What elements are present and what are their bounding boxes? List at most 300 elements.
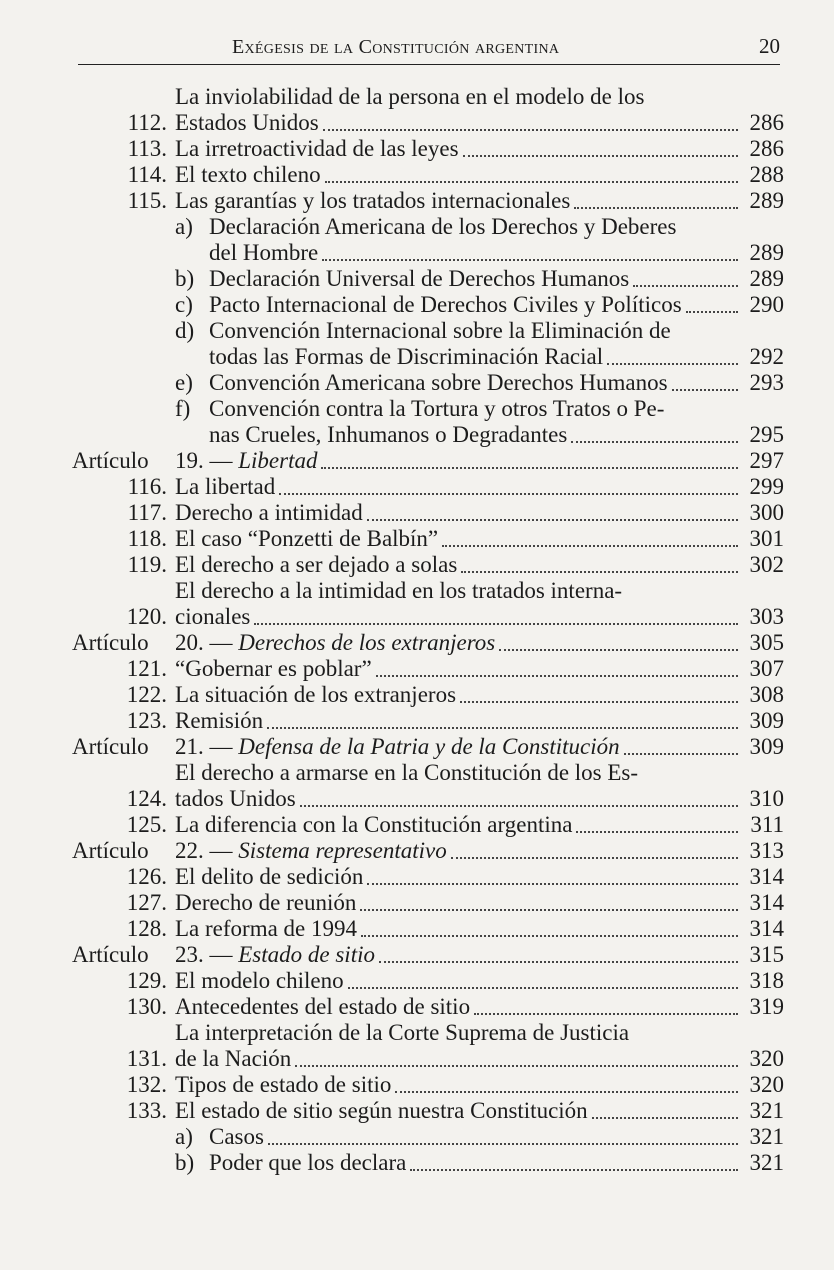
entry-page: 305 [749,630,784,655]
entry-line [175,370,784,396]
entry-text: La reforma de 1994 [175,916,358,941]
entry-body [175,500,784,526]
entry-line [175,500,784,526]
entry-title [209,240,318,266]
entry-title [175,110,319,136]
dot-leader [348,986,738,989]
entry-title [175,1046,291,1072]
entry-title [175,552,457,578]
entry-title [175,136,459,162]
entry-text: todas las Formas de Discriminación Racial [209,344,604,369]
toc-entry [72,864,784,890]
entry-letter: b) [175,266,195,291]
entry-letter: a) [175,214,193,239]
entry-page: 286 [749,110,784,135]
dot-leader [463,154,738,157]
toc-entry [72,500,784,526]
entry-letter: e) [175,370,193,395]
entry-line [175,812,784,838]
entry-text: El delito de sedición [175,864,364,889]
entry-body [175,1072,784,1098]
entry-body [175,760,784,812]
entry-text: La diferencia con la Constitución argentina [175,812,573,837]
entry-title [175,656,372,682]
entry-page: 320 [749,1072,784,1097]
entry-text-line [175,396,784,422]
article-number: 23. — [175,942,239,967]
entry-title [175,1124,264,1150]
toc-entry [72,370,784,396]
toc-entry [72,396,784,448]
entry-line [175,110,784,136]
dot-leader [367,882,738,885]
toc-entry [72,474,784,500]
entry-page: 299 [749,474,784,499]
article-label: Artículo [72,838,149,863]
entry-line [175,552,784,578]
entry-text: “Gobernar es poblar” [175,656,372,681]
article-heading [175,838,447,864]
article-title: Libertad [238,448,318,473]
entry-text: cionales [175,604,251,629]
entry-title [175,604,250,630]
entry-number: 133. [126,1098,167,1123]
entry-number: 113. [127,136,167,161]
entry-letter: c) [175,292,193,317]
entry-title [175,188,570,214]
entry-body [175,916,784,942]
entry-line [175,1150,784,1176]
entry-body [175,448,784,474]
entry-text: La inviolabilidad de la persona en el modelo de los [175,84,645,109]
entry-text-line [175,214,784,240]
entry-page: 288 [749,162,784,187]
toc-entry [72,734,784,760]
toc-entry [72,682,784,708]
toc-entry [72,968,784,994]
entry-number: 123. [126,708,167,733]
entry-page: 310 [749,786,784,811]
entry-number: 117. [127,500,167,525]
entry-number: 115. [127,188,167,213]
entry-body [175,578,784,630]
header-title: Exégesis de la Constitución argentina [232,36,560,58]
entry-text: de la Nación [175,1046,292,1071]
entry-number: 120. [126,604,167,629]
dot-leader [499,648,738,651]
entry-line [175,188,784,214]
entry-page: 313 [749,838,784,863]
entry-page: 311 [750,812,784,837]
dot-leader [325,180,738,183]
entry-page: 293 [749,370,784,395]
entry-text: La situación de los extranjeros [175,682,457,707]
entry-body [175,162,784,188]
entry-line [175,734,784,760]
entry-text: Las garantías y los tratados internacionales [175,188,571,213]
entry-line [175,1046,784,1072]
toc-entry [72,292,784,318]
entry-body [175,1020,784,1072]
entry-text: El modelo chileno [175,968,344,993]
entry-body [175,266,784,292]
entry-letter: a) [175,1124,193,1149]
article-label: Artículo [72,942,149,967]
toc-entry [72,188,784,214]
toc-entry [72,526,784,552]
entry-number: 125. [126,812,167,837]
entry-title [209,422,567,448]
entry-page: 301 [749,526,784,551]
entry-line [175,786,784,812]
entry-number: 126. [126,864,167,889]
entry-body [175,84,784,136]
entry-number: 119. [127,552,167,577]
entry-text: Poder que los declara [209,1150,407,1175]
entry-text: El derecho a ser dejado a solas [175,552,458,577]
entry-body [175,474,784,500]
entry-text: El caso “Ponzetti de Balbín” [175,526,439,551]
dot-leader [367,518,738,521]
entry-text: Remisión [175,708,264,733]
entry-page: 318 [749,968,784,993]
entry-page: 289 [749,188,784,213]
entry-body [175,1124,784,1150]
entry-text: Convención contra la Tortura y otros Tratos o Pe- [209,396,665,421]
entry-number: 127. [126,890,167,915]
entry-body [175,526,784,552]
entry-title [175,162,321,188]
entry-line [175,890,784,916]
dot-leader [633,284,738,287]
entry-line [175,292,784,318]
entry-line [175,630,784,656]
entry-line [175,162,784,188]
article-title: Sistema representativo [238,838,447,863]
entry-title [175,708,263,734]
toc-entry [72,942,784,968]
entry-line [175,682,784,708]
article-heading [175,448,317,474]
entry-text: Declaración Universal de Derechos Humanos [209,266,630,291]
dot-leader [624,752,738,755]
entry-page: 297 [749,448,784,473]
entry-line [175,864,784,890]
toc-entry [72,84,784,136]
entry-title [175,370,668,396]
entry-line [209,240,784,266]
entry-line [175,136,784,162]
entry-text: El derecho a la intimidad en los tratados interna- [175,578,623,603]
toc-entry [72,448,784,474]
dot-leader [461,570,738,573]
toc-entry [72,890,784,916]
dot-leader [376,674,738,677]
entry-body [175,630,784,656]
entry-title [175,994,470,1020]
entry-number: 112. [127,110,167,135]
article-heading [175,734,620,760]
article-title: Defensa de la Patria y de la Constitución [238,734,620,759]
entry-title [175,812,572,838]
entry-text: Pacto Internacional de Derechos Civiles y Políticos [209,292,682,317]
entry-title [175,916,357,942]
entry-number: 132. [126,1072,167,1097]
page-number: 20 [759,34,780,58]
entry-line [209,344,784,370]
article-title: Estado de sitio [238,942,375,967]
entry-page: 292 [749,344,784,369]
dot-leader [576,830,738,833]
entry-page: 289 [749,240,784,265]
dot-leader [474,1012,738,1015]
article-number: 20. — [175,630,239,655]
entry-number: 129. [126,968,167,993]
entry-text-line [175,1020,784,1046]
dot-leader [322,258,738,261]
entry-page: 307 [749,656,784,681]
toc-entry [72,1150,784,1176]
entry-page: 314 [749,864,784,889]
entry-text-line [175,84,784,110]
entry-page: 303 [749,604,784,629]
entry-body [175,396,784,448]
toc-entry [72,916,784,942]
dot-leader [607,362,738,365]
entry-page: 315 [749,942,784,967]
entry-line [175,1072,784,1098]
entry-letter: b) [175,1150,195,1175]
dot-leader [321,466,738,469]
entry-body [175,1098,784,1124]
entry-text: Casos [209,1124,264,1149]
entry-body [175,292,784,318]
toc-entry [72,1124,784,1150]
dot-leader [254,622,738,625]
entry-line [175,604,784,630]
entry-text: nas Crueles, Inhumanos o Degradantes [209,422,568,447]
entry-text: Antecedentes del estado de sitio [175,994,471,1019]
dot-leader [686,310,738,313]
entry-body [175,838,784,864]
entry-number: 116. [127,474,167,499]
entry-number: 121. [126,656,167,681]
entry-page: 290 [749,292,784,317]
dot-leader [460,700,738,703]
dot-leader [360,908,738,911]
entry-body [175,656,784,682]
dot-leader [672,388,738,391]
entry-title [175,1098,588,1124]
entry-body [175,994,784,1020]
entry-text: Tipos de estado de sitio [175,1072,392,1097]
entry-body [175,942,784,968]
toc-entry [72,812,784,838]
toc-entry [72,1020,784,1072]
entry-line [175,838,784,864]
entry-title [175,500,363,526]
dot-leader [361,934,738,937]
entry-text: Convención Americana sobre Derechos Humanos [209,370,668,395]
article-label: Artículo [72,630,149,655]
entry-body [175,188,784,214]
dot-leader [442,544,738,547]
dot-leader [592,1116,738,1119]
dot-leader [323,128,738,131]
entry-body [175,370,784,396]
toc-entry [72,656,784,682]
dot-leader [395,1090,738,1093]
entry-body [175,318,784,370]
entry-text-line [175,318,784,344]
entry-text: La interpretación de la Corte Suprema de Justicia [175,1020,630,1045]
entry-text: tados Unidos [175,786,296,811]
entry-line [175,968,784,994]
dot-leader [451,856,738,859]
toc-entry [72,578,784,630]
entry-text: La libertad [175,474,276,499]
entry-body [175,1150,784,1176]
entry-text: Convención Internacional sobre la Eliminación de [209,318,671,343]
table-of-contents [72,84,784,1176]
entry-number: 128. [126,916,167,941]
entry-title [175,890,356,916]
article-title: Derechos de los extranjeros [238,630,496,655]
article-heading [175,942,375,968]
entry-number: 124. [126,786,167,811]
entry-number: 114. [127,162,167,187]
entry-body [175,552,784,578]
dot-leader [410,1168,738,1171]
entry-title [175,682,456,708]
entry-page: 286 [749,136,784,161]
running-header [78,34,780,65]
toc-entry [72,994,784,1020]
entry-title [209,344,603,370]
dot-leader [571,440,738,443]
article-number: 21. — [175,734,239,759]
entry-body [175,864,784,890]
entry-title [175,1150,407,1176]
entry-title [175,786,296,812]
entry-body [175,890,784,916]
entry-page: 300 [749,500,784,525]
dot-leader [279,492,738,495]
entry-page: 309 [749,708,784,733]
entry-number: 131. [126,1046,167,1071]
toc-entry [72,136,784,162]
entry-text: Derecho a intimidad [175,500,363,525]
entry-line [175,942,784,968]
entry-title [175,474,275,500]
entry-letter: d) [175,318,195,343]
entry-number: 118. [127,526,167,551]
toc-entry [72,162,784,188]
entry-line [175,1098,784,1124]
toc-entry [72,552,784,578]
article-number: 19. — [175,448,239,473]
entry-line [209,422,784,448]
toc-entry [72,214,784,266]
entry-line [175,474,784,500]
toc-entry [72,1098,784,1124]
entry-body [175,214,784,266]
entry-title [175,968,344,994]
toc-entry [72,760,784,812]
entry-page: 308 [749,682,784,707]
entry-page: 295 [749,422,784,447]
entry-letter: f) [175,396,191,421]
toc-entry [72,266,784,292]
entry-title [175,292,682,318]
entry-line [175,266,784,292]
dot-leader [574,206,738,209]
entry-line [175,1124,784,1150]
dot-leader [300,804,738,807]
entry-text: La irretroactividad de las leyes [175,136,459,161]
entry-text: Estados Unidos [175,110,319,135]
entry-page: 309 [749,734,784,759]
entry-line [175,448,784,474]
article-heading [175,630,495,656]
entry-line [175,994,784,1020]
entry-text-line [175,760,784,786]
dot-leader [267,726,738,729]
toc-entry [72,708,784,734]
toc-entry [72,838,784,864]
entry-number: 130. [126,994,167,1019]
entry-page: 314 [749,916,784,941]
entry-page: 321 [749,1124,784,1149]
entry-page: 302 [749,552,784,577]
entry-text: El estado de sitio según nuestra Constitución [175,1098,588,1123]
entry-line [175,656,784,682]
entry-body [175,708,784,734]
dot-leader [268,1142,738,1145]
toc-entry [72,318,784,370]
entry-body [175,812,784,838]
entry-text: El derecho a armarse en la Constitución de los Es- [175,760,639,785]
dot-leader [295,1064,738,1067]
entry-body [175,682,784,708]
entry-page: 289 [749,266,784,291]
entry-title [175,1072,391,1098]
entry-page: 314 [749,890,784,915]
entry-line [175,916,784,942]
entry-body [175,136,784,162]
entry-line [175,526,784,552]
entry-page: 321 [749,1150,784,1175]
entry-title [175,864,363,890]
entry-text: del Hombre [209,240,319,265]
entry-body [175,968,784,994]
entry-page: 320 [749,1046,784,1071]
entry-text: Derecho de reunión [175,890,357,915]
article-number: 22. — [175,838,239,863]
article-label: Artículo [72,734,149,759]
entry-line [175,708,784,734]
article-label: Artículo [72,448,149,473]
entry-text: El texto chileno [175,162,321,187]
entry-title [175,266,630,292]
entry-number: 122. [126,682,167,707]
entry-page: 319 [749,994,784,1019]
toc-entry [72,630,784,656]
dot-leader [379,960,738,963]
toc-entry [72,1072,784,1098]
entry-text: Declaración Americana de los Derechos y Deberes [209,214,677,239]
entry-title [175,526,438,552]
